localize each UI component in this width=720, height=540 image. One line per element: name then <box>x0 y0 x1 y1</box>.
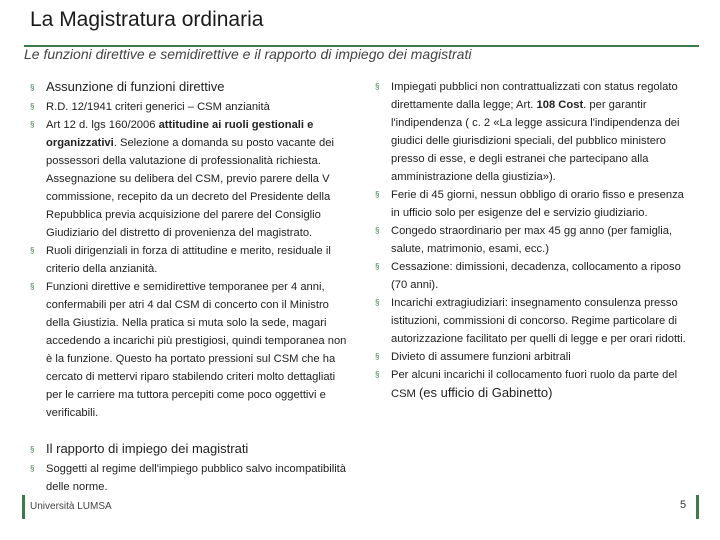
left-column <box>30 78 348 422</box>
square-bullet-icon: § <box>30 120 35 129</box>
list-item-text: Incarichi extragiudiziari: insegnamento consulenza presso istituzioni, commissioni di concorso. Regime particolare di autorizzazione facilitato per quelli di legge e per orari ridotti. <box>391 297 686 345</box>
square-bullet-icon: § <box>375 262 380 271</box>
list-item-text: Funzioni direttive e semidirettive temporanee per 4 anni, confermabili per atri 4 dal CSM di concerto con il Ministro della Giustizia. Nella pratica si muta solo la sede, magari accedendo a incarichi più prestigiosi, quindi temporanea non è la funzione. Questo ha portato pressioni sul CSM che ha cercato di mettervi riparo stabilendo criteri molto dettagliati per le carriere ma tuttora percepiti come poco oggettivi e verificabili. <box>46 281 347 419</box>
list-item <box>375 78 690 186</box>
list-item <box>375 366 690 403</box>
list-item-emphasis: attitudine ai ruoli gestionali e organizzativi <box>46 119 314 149</box>
square-bullet-icon: § <box>375 190 380 199</box>
square-bullet-icon: § <box>375 352 380 361</box>
list-item-heading <box>30 78 348 96</box>
list-item-text: Per alcuni incarichi il collocamento fuori ruolo da parte del CSM <box>391 369 678 400</box>
list-item-text: Cessazione: dimissioni, decadenza, collocamento a riposo (70 anni). <box>391 261 681 291</box>
list-item-text: Congedo straordinario per max 45 gg anno (per famiglia, salute, matrimonio, esami, ecc.) <box>391 225 673 255</box>
section-heading: Il rapporto di impiego dei magistrati <box>46 441 249 456</box>
list-item-text: Divieto di assumere funzioni arbitrali <box>391 351 571 363</box>
list-item-text-large: (es ufficio di Gabinetto) <box>418 385 553 400</box>
square-bullet-icon: § <box>375 82 380 91</box>
list-item-text: . per garantir l'indipendenza ( c. 2 «La legge assicura l'indipendenza dei giudici delle giurisdizioni speciali, del pubblico ministero presso di esse, e degli estranei che partecipano alla amministrazione della giustizia»). <box>391 99 680 183</box>
section-heading: Assunzione di funzioni direttive <box>46 79 225 94</box>
list-item <box>30 98 348 116</box>
right-column <box>375 78 690 403</box>
footer-institution: Università LUMSA <box>30 501 112 512</box>
list-item <box>30 278 348 422</box>
list-item-text: Ferie di 45 giorni, nessun obbligo di orario fisso e presenza in ufficio solo per esigenze del e servizio giudiziario. <box>391 189 684 219</box>
list-item-text: Soggetti al regime dell'impiego pubblico salvo incompatibilità delle norme. <box>46 463 347 493</box>
square-bullet-icon: § <box>30 102 35 111</box>
list-item-text: Impiegati pubblici non contrattualizzati con status regolato direttamente dalla legge; Art. <box>391 81 678 111</box>
slide-title: La Magistratura ordinaria <box>30 8 264 31</box>
list-item-emphasis: 108 Cost <box>536 99 584 111</box>
square-bullet-icon: § <box>30 282 35 291</box>
list-item <box>30 460 370 496</box>
list-item-text: Art 12 d. lgs 160/2006 <box>46 119 159 131</box>
list-item-text: . Selezione a domanda su posto vacante dei possessori della valutazione di professionalità richiesta. Assegnazione su delibera del CSM, previo parere della V commissione, recepito da un decreto del Presidente della Repubblica previa acquisizione del parere del Consiglio Giudiziario del distretto di provenienza del magistrato. <box>46 137 334 239</box>
square-bullet-icon: § <box>375 370 380 379</box>
list-item <box>375 294 690 348</box>
page-number: 5 <box>680 499 687 511</box>
list-item <box>375 186 690 222</box>
list-item <box>375 222 690 258</box>
square-bullet-icon: § <box>375 226 380 235</box>
list-item <box>30 116 348 242</box>
list-item <box>30 242 348 278</box>
footer-accent-right <box>696 495 699 519</box>
list-item-heading <box>30 440 370 458</box>
square-bullet-icon: § <box>30 246 35 255</box>
square-bullet-icon: § <box>375 298 380 307</box>
list-item-text: Ruoli dirigenziali in forza di attitudine e merito, residuale il criterio della anzianità. <box>46 245 331 275</box>
list-item <box>375 258 690 294</box>
square-bullet-icon: § <box>30 445 35 454</box>
footer-accent-left <box>22 495 25 519</box>
list-item <box>375 348 690 366</box>
lower-section <box>30 440 370 496</box>
slide-subtitle: Le funzioni direttive e semidirettive e il rapporto di impiego dei magistrati <box>24 46 472 62</box>
square-bullet-icon: § <box>30 83 35 92</box>
square-bullet-icon: § <box>30 464 35 473</box>
list-item-text: R.D. 12/1941 criteri generici – CSM anzianità <box>46 101 270 113</box>
